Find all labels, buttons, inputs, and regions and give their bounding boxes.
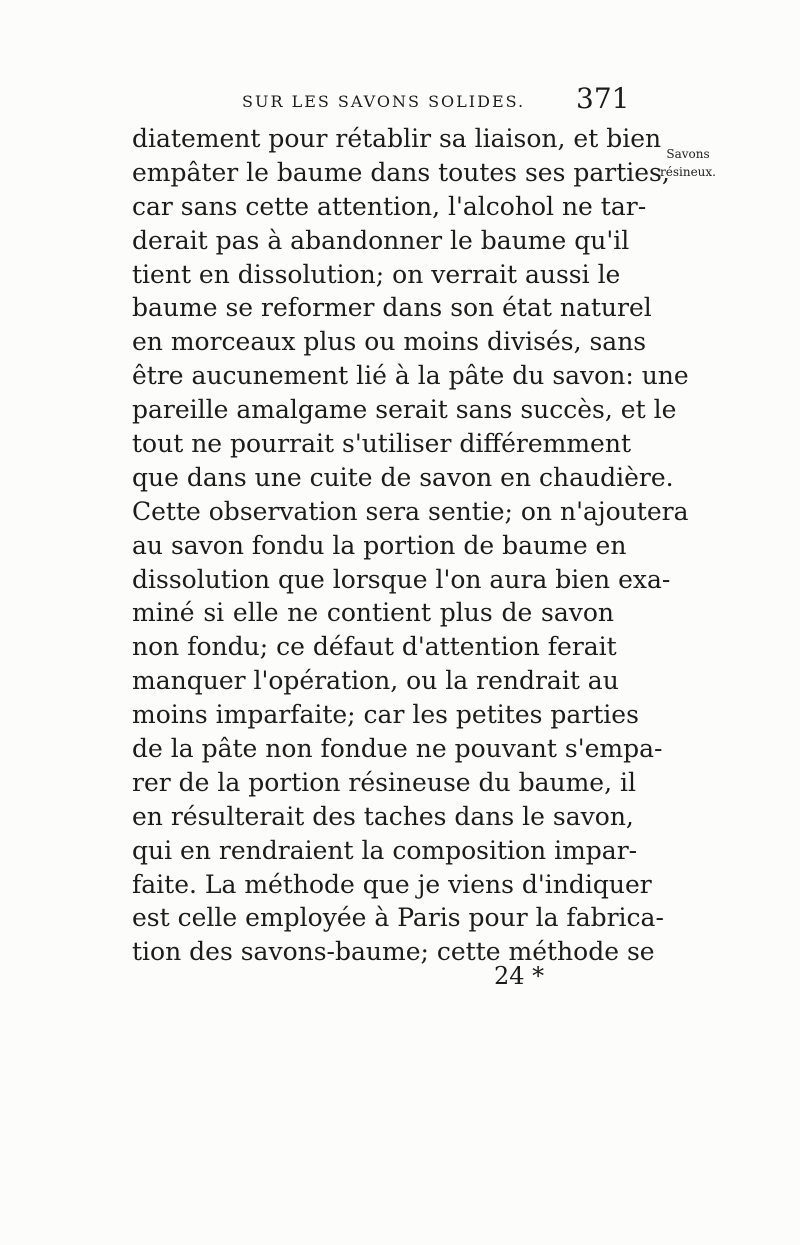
text-line: dissolution que lorsque l'on aura bien exa-: [132, 564, 671, 594]
text-line: baume se reformer dans son état naturel: [132, 293, 652, 323]
text-line: manquer l'opération, ou la rendrait au: [132, 666, 619, 696]
text-line: miné si elle ne contient plus de savon: [132, 598, 614, 628]
text-line: moins imparfaite; car les petites parties: [132, 700, 639, 730]
text-line: non fondu; ce défaut d'attention ferait: [132, 632, 617, 662]
text-line: Cette observation sera sentie; on n'ajoutera: [132, 496, 689, 526]
text-line: derait pas à abandonner le baume qu'il: [132, 225, 630, 255]
text-line: que dans une cuite de savon en chaudière.: [132, 462, 674, 492]
text-line: faite. La méthode que je viens d'indiquer: [132, 869, 652, 899]
text-line: en morceaux plus ou moins divisés, sans: [132, 327, 647, 357]
running-head: SUR LES SAVONS SOLIDES.: [242, 92, 526, 111]
margin-note-line: Savons: [666, 147, 710, 161]
text-line: en résulterait des taches dans le savon,: [132, 801, 634, 831]
page-number: 371: [576, 82, 630, 115]
text-line: être aucunement lié à la pâte du savon: une: [132, 361, 689, 391]
margin-note-line: résineux.: [660, 165, 716, 179]
text-line: car sans cette attention, l'alcohol ne tar-: [132, 191, 647, 221]
signature-mark: 24 *: [494, 962, 545, 990]
text-line: diatement pour rétablir sa liaison, et bien: [132, 124, 662, 153]
text-line: au savon fondu la portion de baume en: [132, 530, 627, 560]
text-line: tion des savons-baume; cette méthode se: [132, 937, 655, 967]
text-line: est celle employée à Paris pour la fabrica-: [132, 903, 664, 933]
text-line: de la pâte non fondue ne pouvant s'empa-: [132, 734, 663, 764]
text-line: pareille amalgame serait sans succès, et le: [132, 395, 677, 425]
text-line: rer de la portion résineuse du baume, il: [132, 767, 636, 797]
text-line: tout ne pourrait s'utiliser différemment: [132, 429, 631, 459]
text-line: empâter le baume dans toutes ses parties,: [132, 157, 670, 187]
text-line: qui en rendraient la composition impar-: [132, 835, 638, 865]
text-line: tient en dissolution; on verrait aussi le: [132, 259, 621, 289]
